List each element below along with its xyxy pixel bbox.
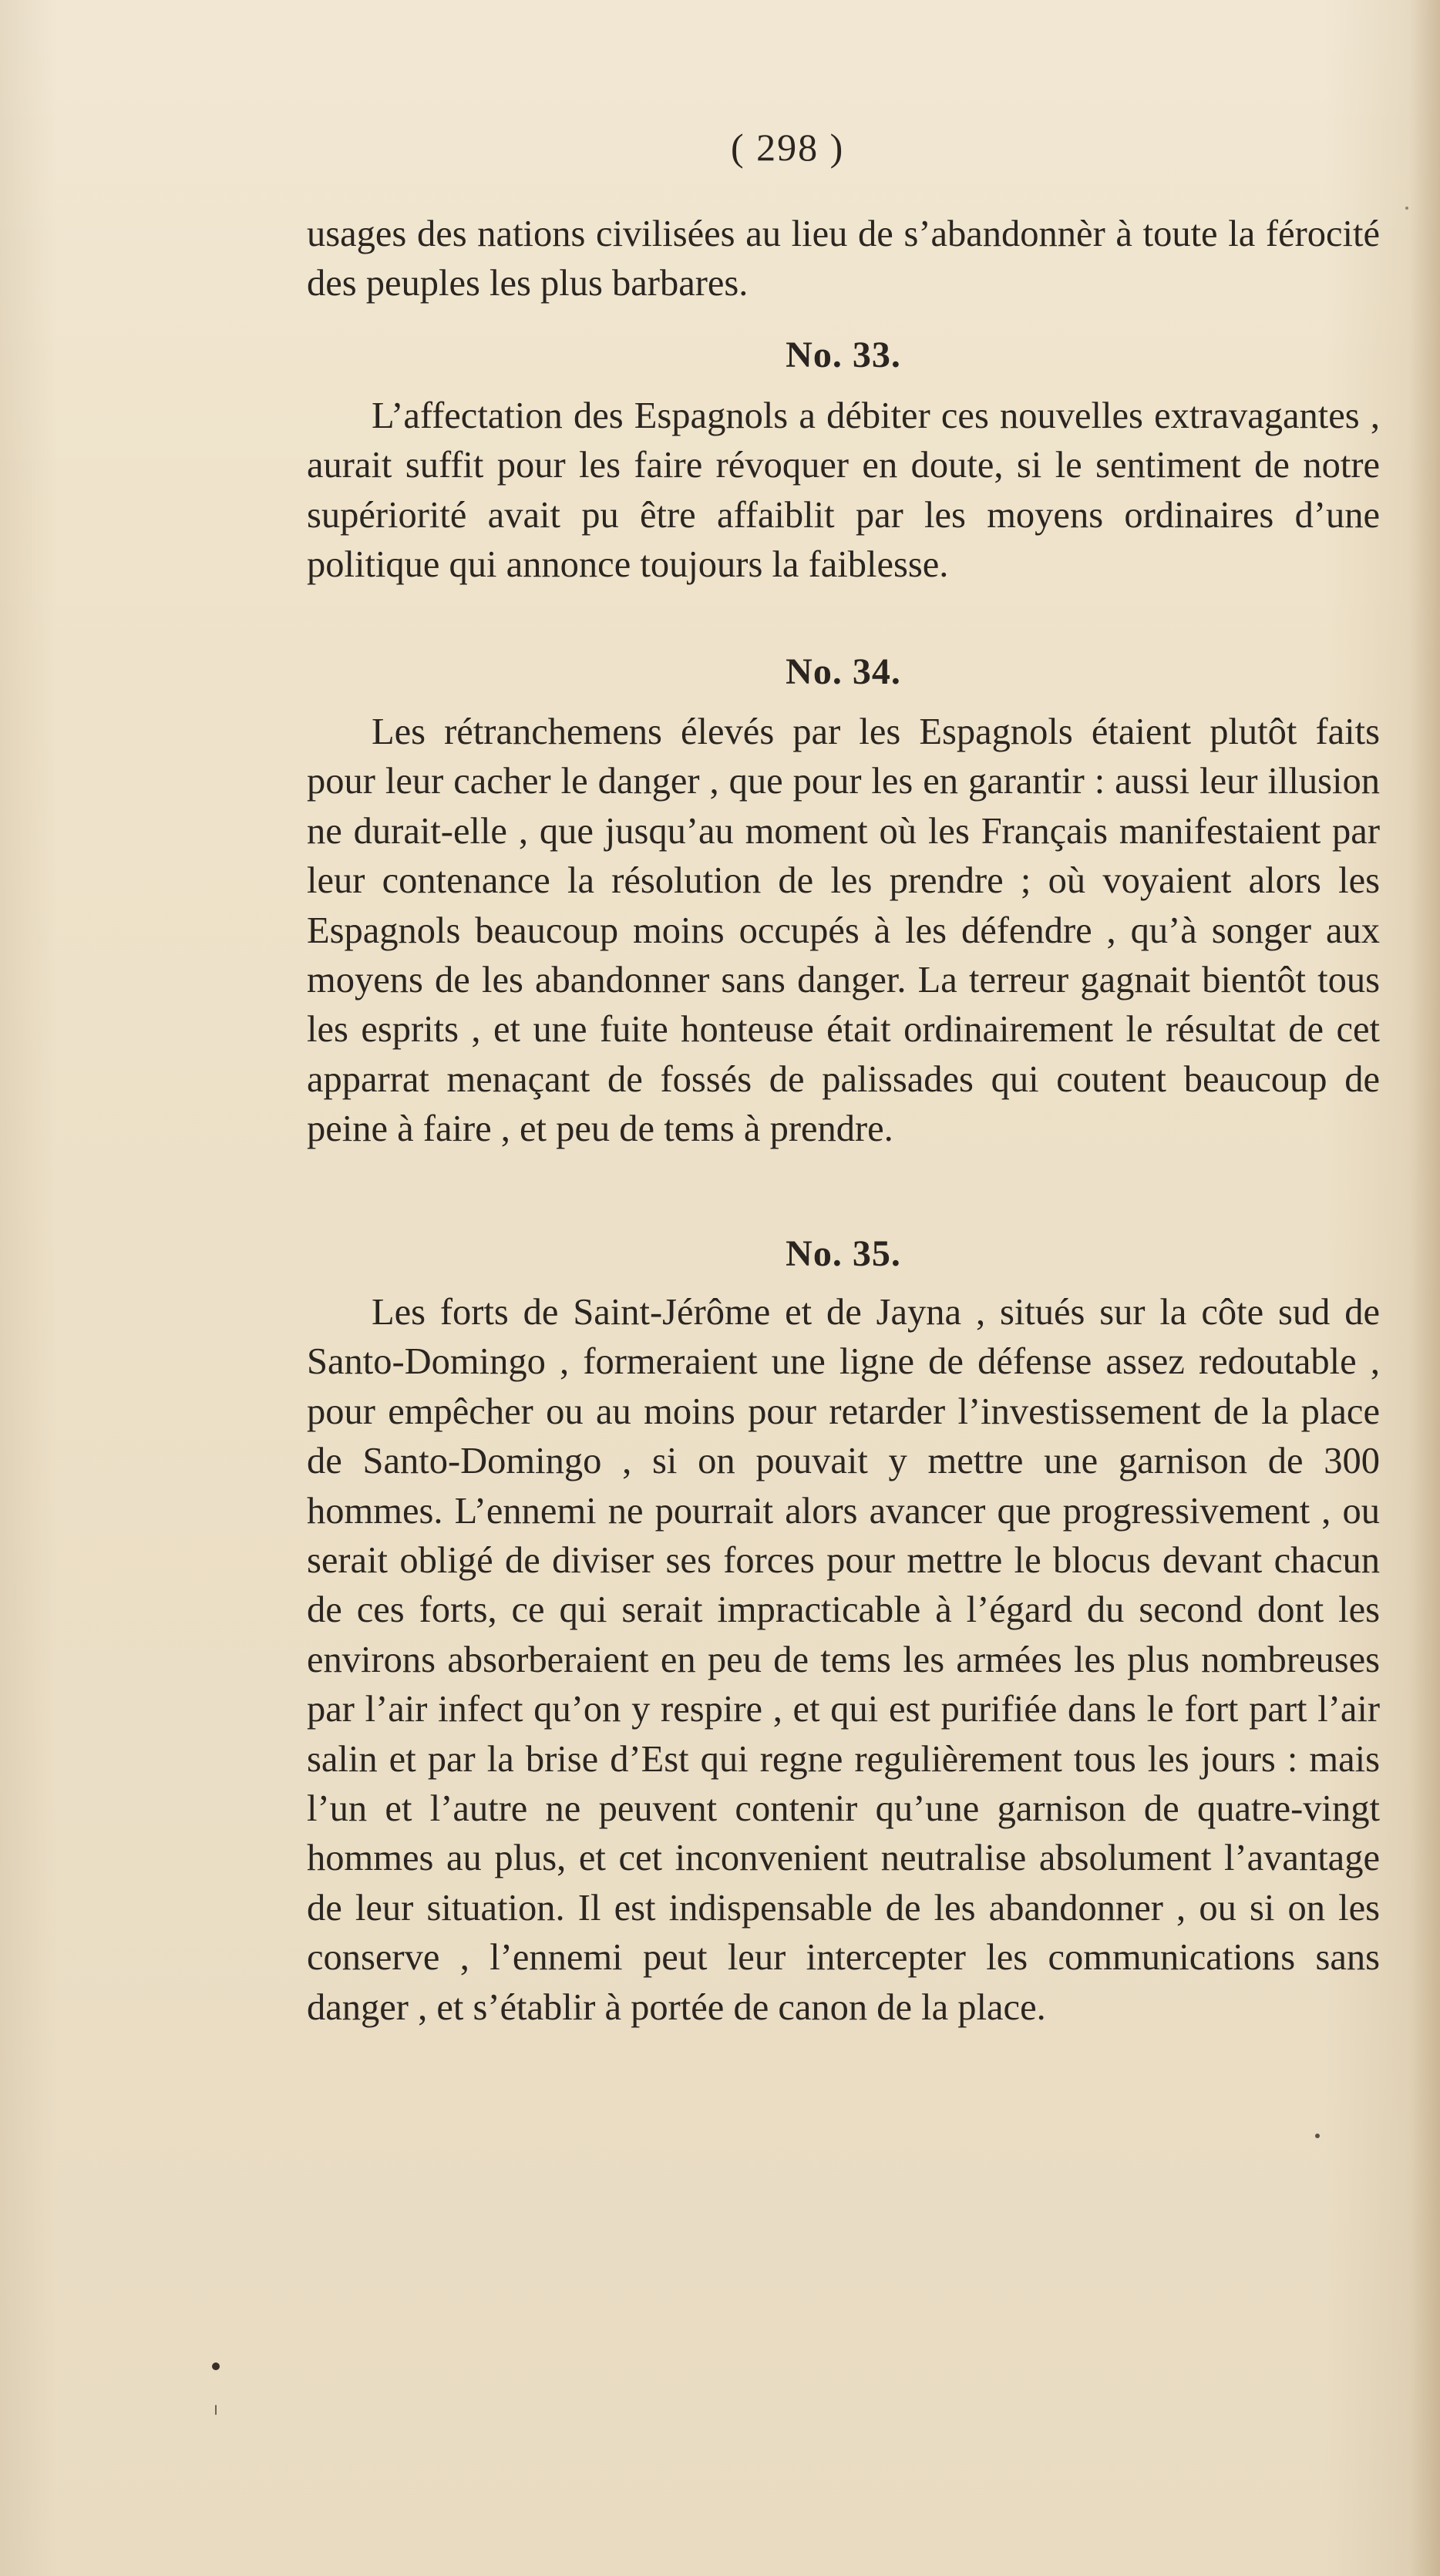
print-speck <box>215 2405 217 2415</box>
print-speck <box>212 2362 220 2370</box>
paragraph-no-33: L’affectation des Espagnols a débiter ces nouvelles extravagantes , aurait suffit pour les faire révoquer en doute, si le sentiment de notre supériorité avait pu être affaiblit par les moyens ordinaires d’une politique qui annonce toujours la faiblesse. <box>307 395 1380 586</box>
print-speck <box>1315 2134 1320 2138</box>
paragraph-no-34: Les rétranchemens élevés par les Espagnols étaient plutôt faits pour leur cacher le danger , que pour les en garantir : aussi leur illusion ne durait-elle , que jusqu’au moment où les Français manifestaient par leur contenance la résolution de les prendre ; où voyaient alors les Espagnols beaucoup moins occupés à les défendre , qu’à songer aux moyens de les abandonner sans danger. La terreur gagnait bientôt tous les esprits , et une fuite honteuse était ordinairement le résultat de cet apparrat menaçant de fossés de palissades qui coutent beaucoup de peine à faire , et peu de tems à prendre. <box>307 711 1380 1150</box>
section-heading-no-34: No. 34. <box>786 651 901 692</box>
page-number: ( 298 ) <box>731 126 845 169</box>
print-speck <box>1405 207 1408 210</box>
section-heading-no-35: No. 35. <box>786 1233 901 1274</box>
page-edge-shadow <box>1409 0 1440 2576</box>
continuation-paragraph: usages des nations civilisées au lieu de s’abandonnèr à toute la férocité des peuples les plus barbares. <box>307 214 1380 304</box>
paragraph-no-35: Les forts de Saint-Jérôme et de Jayna , situés sur la côte sud de Santo-Domingo , formeraient une ligne de défense assez redoutable , pour empêcher ou au moins pour retarder l’investissement de la place de Santo-Domingo , si on pouvait y mettre une garnison de 300 hommes. L’ennemi ne pourrait alors avancer que progressivement , ou serait obligé de diviser ses forces pour mettre le blocus devant chacun de ces forts, ce qui serait impracticable à l’égard du second dont les environs absorberaient en peu de tems les armées les plus nombreuses par l’air infect qu’on y respire , et qui est purifiée dans le fort part l’air salin et par la brise d’Est qui regne regulièrement tous les jours : mais l’un et l’autre ne peuvent contenir qu’une garnison de quatre-vingt hommes au plus, et cet inconvenient neutralise absolument l’avantage de leur situation. Il est indispensable de les abandonner , ou si on les conserve , l’ennemi peut leur intercepter les communications sans danger , et s’établir à portée de canon de la place. <box>307 1292 1380 2028</box>
section-heading-no-33: No. 33. <box>786 335 901 375</box>
